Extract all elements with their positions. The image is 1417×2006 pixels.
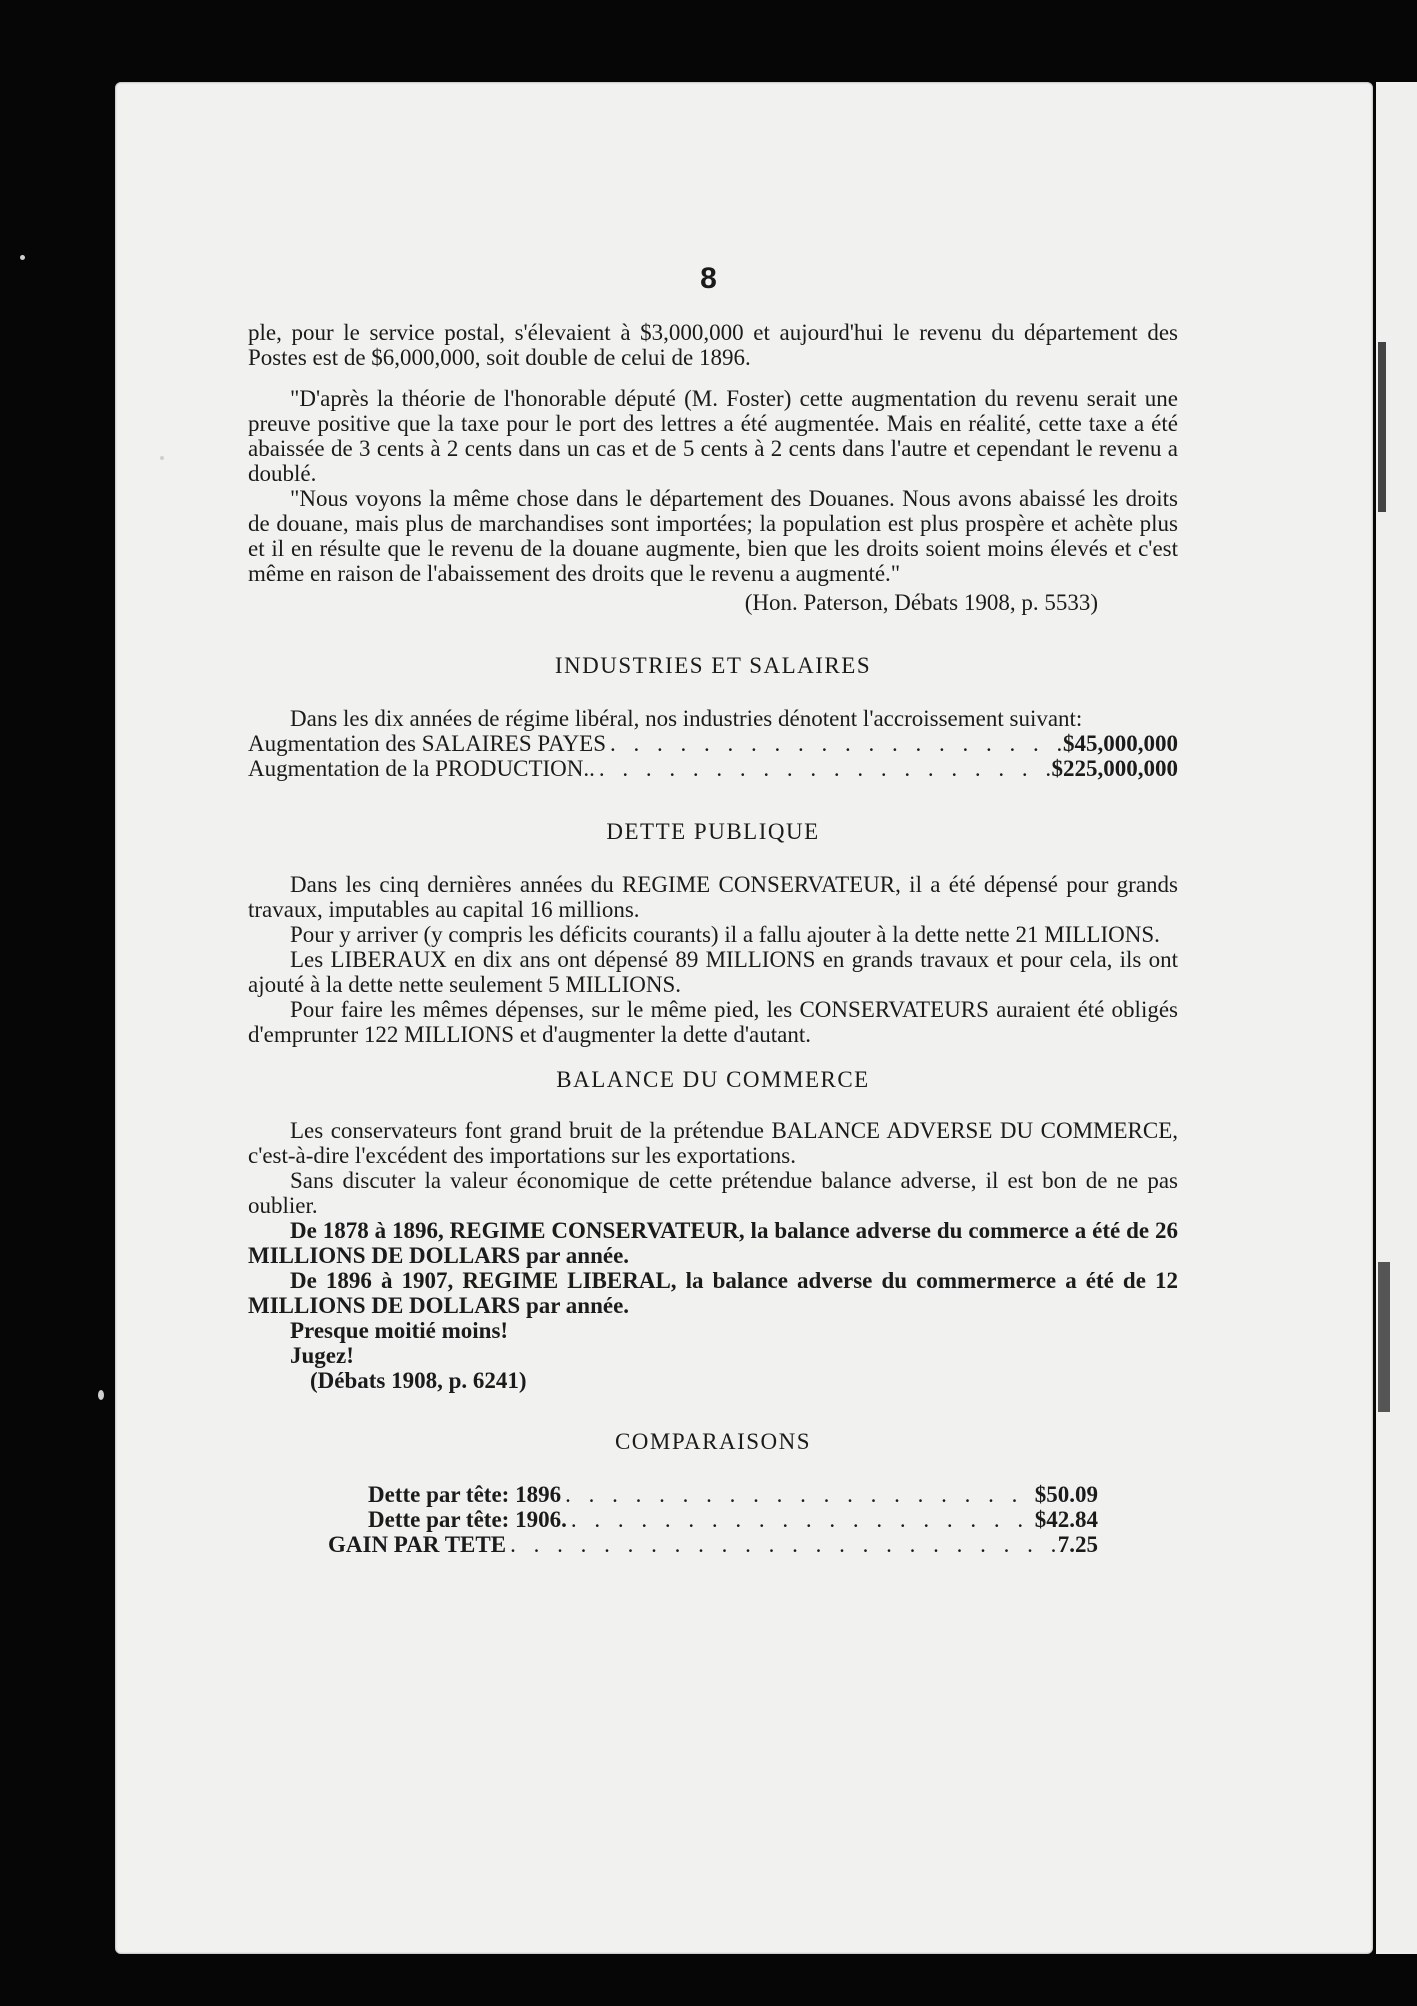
balance-source: (Débats 1908, p. 6241) xyxy=(310,1368,527,1393)
dette-paragraph-3: Les LIBERAUX en dix ans ont dépensé 89 MILLIONS en grands travaux et pour cela, ils ont ajouté à la dette nette seulement 5 MILLIONS. xyxy=(248,947,1178,997)
balance-paragraph-4: De 1896 à 1907, REGIME LIBERAL, la balance adverse du commermerce a été de 12 MILLIONS DE DOLLARS par année. xyxy=(248,1268,1178,1318)
row-value: $225,000,000 xyxy=(1051,756,1178,781)
intro-source: (Hon. Paterson, Débats 1908, p. 5533) xyxy=(744,590,1098,615)
balance-paragraph-2: Sans discuter la valeur économique de cette prétendue balance adverse, il est bon de ne pas oublier. xyxy=(248,1168,1178,1218)
row-label: Augmentation de la PRODUCTION.. xyxy=(248,756,595,781)
scan-speck xyxy=(98,1390,104,1400)
balance-line-2: Jugez! xyxy=(290,1343,354,1368)
comparaisons-row-gain xyxy=(328,1532,1098,1557)
row-value: $50.09 xyxy=(1034,1482,1098,1507)
dot-leader xyxy=(595,756,1052,781)
row-label: Augmentation des SALAIRES PAYES xyxy=(248,731,607,756)
row-value: $45,000,000 xyxy=(1063,731,1178,756)
page-body xyxy=(248,320,1178,1557)
binding-mark xyxy=(1378,1262,1390,1412)
comparaisons-row-1906 xyxy=(328,1507,1098,1532)
scan-speck xyxy=(160,456,164,460)
dot-leader xyxy=(567,1507,1035,1532)
dette-paragraph-4: Pour faire les mêmes dépenses, sur le même pied, les CONSERVATEURS auraient été obligés d'emprunter 122 MILLIONS et d'augmenter la dette d'autant. xyxy=(248,997,1178,1047)
heading-comparaisons: COMPARAISONS xyxy=(614,1429,812,1454)
adjacent-page-edge xyxy=(1376,82,1417,1954)
page-number: 8 xyxy=(700,262,717,295)
intro-paragraph-1: ple, pour le service postal, s'élevaient à $3,000,000 et aujourd'hui le revenu du département des Postes est de $6,000,000, soit double de celui de 1896. xyxy=(248,320,1178,370)
balance-paragraph-1: Les conservateurs font grand bruit de la prétendue BALANCE ADVERSE DU COMMERCE, c'est-à-dire l'excédent des importations sur les exportations. xyxy=(248,1118,1178,1168)
industries-text: Dans les dix années de régime libéral, nos industries dénotent l'accroissement suivant: xyxy=(290,706,1083,731)
dot-leader xyxy=(506,1532,1058,1557)
heading-industries: INDUSTRIES ET SALAIRES xyxy=(554,653,872,678)
row-label: GAIN PAR TETE xyxy=(328,1532,507,1557)
row-label: Dette par tête: 1896 xyxy=(368,1482,562,1507)
dot-leader xyxy=(606,731,1063,756)
row-value: $42.84 xyxy=(1034,1507,1098,1532)
dette-paragraph-2: Pour y arriver (y compris les déficits courants) il a fallu ajouter à la dette nette 21 MILLIONS. xyxy=(290,922,1160,947)
row-label: Dette par tête: 1906. xyxy=(368,1507,567,1532)
binding-mark xyxy=(1378,342,1386,512)
balance-line-1: Presque moitié moins! xyxy=(290,1318,509,1343)
comparaisons-table xyxy=(328,1482,1098,1557)
balance-closing xyxy=(248,1318,1178,1393)
balance-paragraph-3: De 1878 à 1896, REGIME CONSERVATEUR, la balance adverse du commerce a été de 26 MILLIONS DE DOLLARS par année. xyxy=(248,1218,1178,1268)
intro-paragraph-3: "Nous voyons la même chose dans le département des Douanes. Nous avons abaissé les droits de douane, mais plus de marchandises sont importées; la population est plus prospère et achète plus et il en résulte que le revenu de la douane augmente, bien que les droits soient moins élevés et c'est même en raison de l'abaissement des droits que le revenu a augmenté." xyxy=(248,486,1178,586)
industries-row-salaires xyxy=(248,731,1178,756)
row-value: 7.25 xyxy=(1057,1532,1098,1557)
heading-dette: DETTE PUBLIQUE xyxy=(606,819,820,844)
comparaisons-row-1896 xyxy=(328,1482,1098,1507)
industries-row-production xyxy=(248,756,1178,781)
dot-leader xyxy=(561,1482,1035,1507)
intro-paragraph-2: "D'après la théorie de l'honorable député (M. Foster) cette augmentation du revenu serait une preuve positive que la taxe pour le port des lettres a été augmentée. Mais en réalité, cette taxe a été abaissée de 3 cents à 2 cents dans un cas et de 5 cents à 2 cents dans l'autre et cependant le revenu a doublé. xyxy=(248,386,1178,486)
heading-balance: BALANCE DU COMMERCE xyxy=(556,1067,870,1092)
scan-speck xyxy=(20,255,25,260)
dette-paragraph-1: Dans les cinq dernières années du REGIME CONSERVATEUR, il a été dépensé pour grands travaux, imputables au capital 16 millions. xyxy=(248,872,1178,922)
